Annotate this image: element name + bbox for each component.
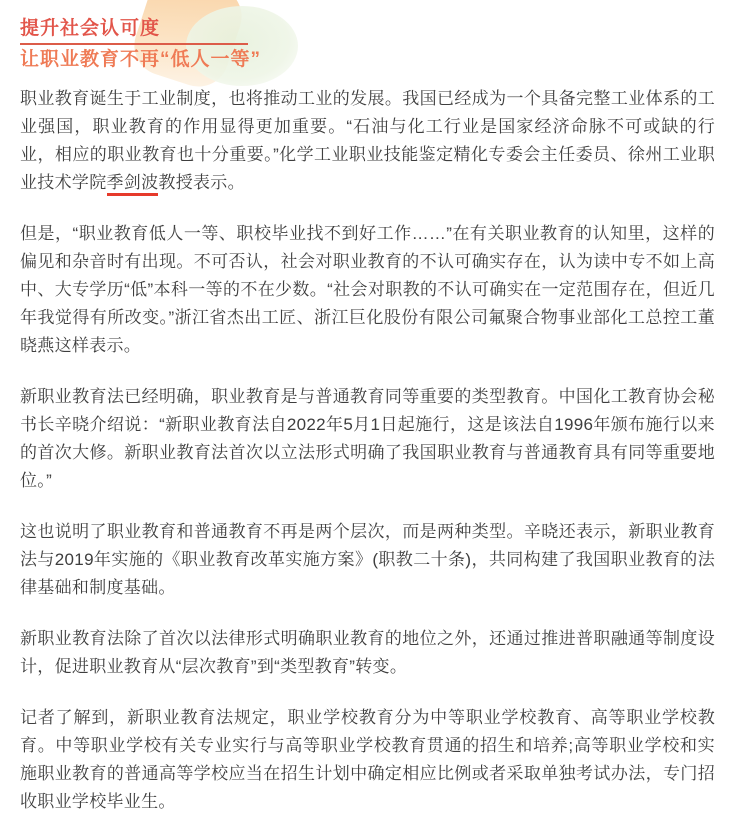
paragraph-6: 记者了解到，新职业教育法规定，职业学校教育分为中等职业学校教育、高等职业学校教育。中等职业学校有关专业实行与高等职业学校教育贯通的招生和培养;高等职业学校和实施职业教育的普通高等学校应当在招生计划中确定相应比例或者采取单独考试办法，专门招收职业学校毕业生。 — [20, 708, 715, 811]
paragraph-1-text-after: 教授表示。 — [158, 173, 245, 192]
section-kicker: 提升社会认可度 — [20, 18, 161, 39]
paragraph-2: 但是，“职业教育低人一等、职校毕业找不到好工作……”在有关职业教育的认知里，这样的偏见和杂音时有出现。不可否认，社会对职业教育的不认可确实存在，认为读中专不如上高中、大专学历“低”本科一等的不在少数。“社会对职教的不认可确实在一定范围存在，但近几年我觉得有所改变。”浙江省杰出工匠、浙江巨化股份有限公司氟聚合物事业部化工总控工董晓燕这样表示。 — [20, 224, 715, 355]
paragraph-3: 新职业教育法已经明确，职业教育是与普通教育同等重要的类型教育。中国化工教育协会秘书长辛晓介绍说：“新职业教育法自2022年5月1日起施行，这是该法自1996年颁布施行以来的首次大修。新职业教育法首次以立法形式明确了我国职业教育与普通教育具有同等重要地位。” — [20, 387, 715, 490]
article-header — [0, 0, 735, 71]
paragraph-4: 这也说明了职业教育和普通教育不再是两个层次，而是两种类型。辛晓还表示，新职业教育法与2019年实施的《职业教育改革实施方案》(职教二十条)，共同构建了我国职业教育的法律基础和制度基础。 — [20, 522, 715, 597]
kicker-underline — [20, 43, 248, 45]
highlighted-name: 季剑波 — [107, 173, 159, 196]
paragraph-1 — [20, 85, 715, 197]
article-body — [0, 71, 735, 816]
paragraph-1-text-before: 职业教育诞生于工业制度，也将推动工业的发展。我国已经成为一个具备完整工业体系的工业强国，职业教育的作用显得更加重要。“石油与化工行业是国家经济命脉不可或缺的行业，相应的职业教育也十分重要。”化学工业职业技能鉴定精化专委会主任委员、徐州工业职业技术学院 — [20, 89, 715, 192]
paragraph-5: 新职业教育法除了首次以法律形式明确职业教育的地位之外，还通过推进普职融通等制度设计，促进职业教育从“层次教育”到“类型教育”转变。 — [20, 629, 715, 676]
article-title: 让职业教育不再“低人一等” — [20, 49, 262, 70]
